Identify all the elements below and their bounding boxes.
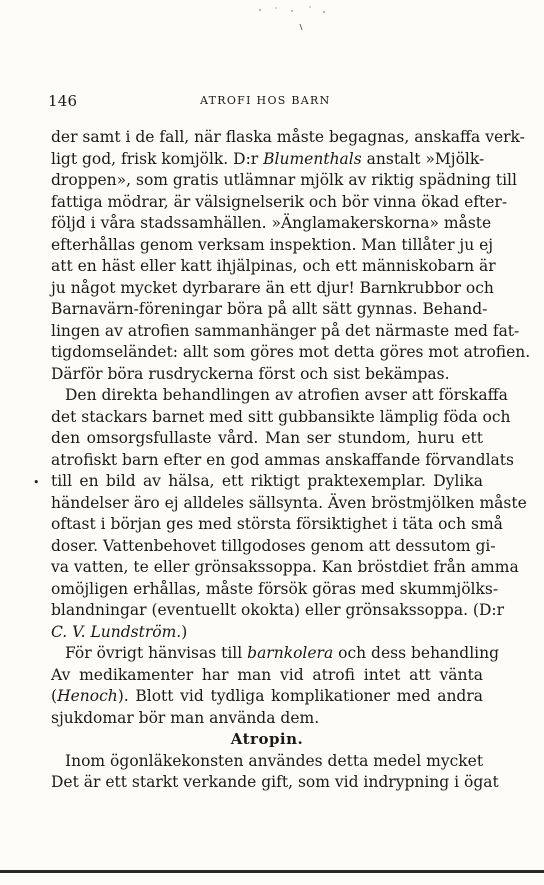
- page-number: 146: [48, 92, 78, 110]
- text-line: [51, 385, 508, 407]
- line-text-tail: ). Blott vid tydliga komplikationer med andra: [117, 687, 483, 705]
- line-text: Atropin.: [230, 730, 304, 748]
- text-line: [51, 407, 511, 429]
- italic-name: barnkolera: [247, 644, 334, 662]
- text-line: [51, 213, 492, 235]
- text-line: [51, 643, 500, 665]
- line-text-tail: anstalt »Mjölk-: [361, 149, 485, 168]
- text-line: [51, 471, 483, 493]
- line-text: atrofiskt barn efter en god ammas anskaffande förvandlats: [51, 450, 514, 469]
- text-line: [51, 751, 483, 773]
- line-text: lingen av atrofien sammanhänger på det närmaste med fat-: [51, 321, 520, 340]
- line-text: Inom ögonläkekonsten användes detta medel mycket: [65, 751, 484, 770]
- line-text: Av medikamenter har man vid atrofi intet att vänta: [51, 665, 483, 684]
- line-text: tigdomseländet: allt som göres mot detta göres mot atrofien.: [51, 343, 531, 361]
- body-text: [51, 127, 531, 794]
- text-line: [51, 600, 505, 622]
- text-line: [51, 557, 519, 579]
- line-text: till en bild av hälsa, ett riktigt praktexemplar. Dylika: [51, 472, 483, 490]
- stray-mark: •: [33, 476, 40, 489]
- text-line: [51, 278, 494, 300]
- text-line: [51, 579, 499, 601]
- section-heading: [51, 729, 483, 751]
- line-text: ligt god, frisk komjölk. D:r: [51, 149, 264, 168]
- text-line: [51, 364, 483, 386]
- line-text: efterhållas genom verksam inspektion. Man tillåter ju ej: [51, 235, 494, 254]
- line-text: Den direkta behandlingen av atrofien avser att förskaffa: [65, 386, 508, 404]
- italic-name: Blumenthals: [263, 149, 362, 168]
- page-bottom-edge: [0, 870, 544, 873]
- italic-name: Henoch: [57, 687, 118, 705]
- line-text: fattiga mödrar, är välsignelserik och bör vinna ökad efter-: [51, 192, 508, 211]
- line-text: det stackars barnet med sitt gubbansikte lämplig föda och: [51, 407, 511, 426]
- line-text: oftast i början ges med största försiktighet i täta och små: [51, 515, 503, 533]
- text-line: [51, 514, 503, 536]
- text-line: [51, 342, 531, 364]
- line-text: den omsorgsfullaste vård. Man ser stundom, huru ett: [51, 429, 483, 447]
- text-line: [51, 772, 499, 794]
- text-line: [51, 321, 520, 343]
- text-line: [51, 149, 483, 171]
- text-line: [51, 536, 496, 558]
- line-text: doser. Vattenbehovet tillgodoses genom att dessutom gi-: [51, 536, 496, 555]
- page-header: [48, 92, 488, 112]
- text-line: [51, 622, 483, 644]
- text-line: [51, 450, 514, 472]
- line-text: Det är ett starkt verkande gift, som vid indrypning i ögat: [51, 773, 499, 791]
- line-text: att en häst eller katt ihjälpinas, och ett människobarn är: [51, 257, 496, 275]
- text-line: [51, 299, 488, 321]
- text-line: [51, 235, 494, 257]
- line-text: droppen», som gratis utlämnar mjölk av riktig spädning till: [51, 171, 517, 189]
- italic-name: C. V. Lundström.: [51, 622, 182, 641]
- line-text: va vatten, te eller grönsakssoppa. Kan bröstdiet från amma: [51, 558, 519, 576]
- line-text: blandningar (eventuellt okokta) eller grönsakssoppa. (D:r: [51, 601, 505, 619]
- text-line: [51, 170, 517, 192]
- line-text: der samt i de fall, när flaska måste begagnas, anskaffa verk-: [51, 128, 525, 146]
- text-line: [51, 192, 508, 214]
- line-text: ju något mycket dyrbarare än ett djur! Barnkrubbor och: [51, 278, 494, 297]
- text-line: [51, 708, 483, 730]
- text-line: [51, 493, 527, 515]
- line-text-tail: ): [181, 622, 188, 641]
- scan-specks: [240, 2, 350, 32]
- line-text: sjukdomar bör man använda dem.: [51, 708, 320, 727]
- line-text: Barnavärn-föreningar böra på allt sätt gynnas. Behand-: [51, 300, 488, 318]
- line-text-tail: och dess behandling: [333, 644, 500, 662]
- text-line: [51, 665, 483, 687]
- text-line: [51, 428, 483, 450]
- line-text: För övrigt hänvisas till: [65, 644, 248, 662]
- line-text: följd i våra stadssamhällen. »Änglamakerskorna» måste: [51, 214, 492, 232]
- line-text: omöjligen erhållas, måste försök göras med skummjölks-: [51, 579, 499, 598]
- line-text: (: [51, 687, 58, 705]
- running-head: ATROFI HOS BARN: [200, 94, 331, 107]
- line-text: Därför böra rusdryckerna först och sist bekämpas.: [51, 364, 450, 383]
- text-line: [51, 127, 525, 149]
- line-text: händelser äro ej alldeles sällsynta. Även bröstmjölken måste: [51, 493, 527, 512]
- text-line: [51, 686, 483, 708]
- text-line: [51, 256, 496, 278]
